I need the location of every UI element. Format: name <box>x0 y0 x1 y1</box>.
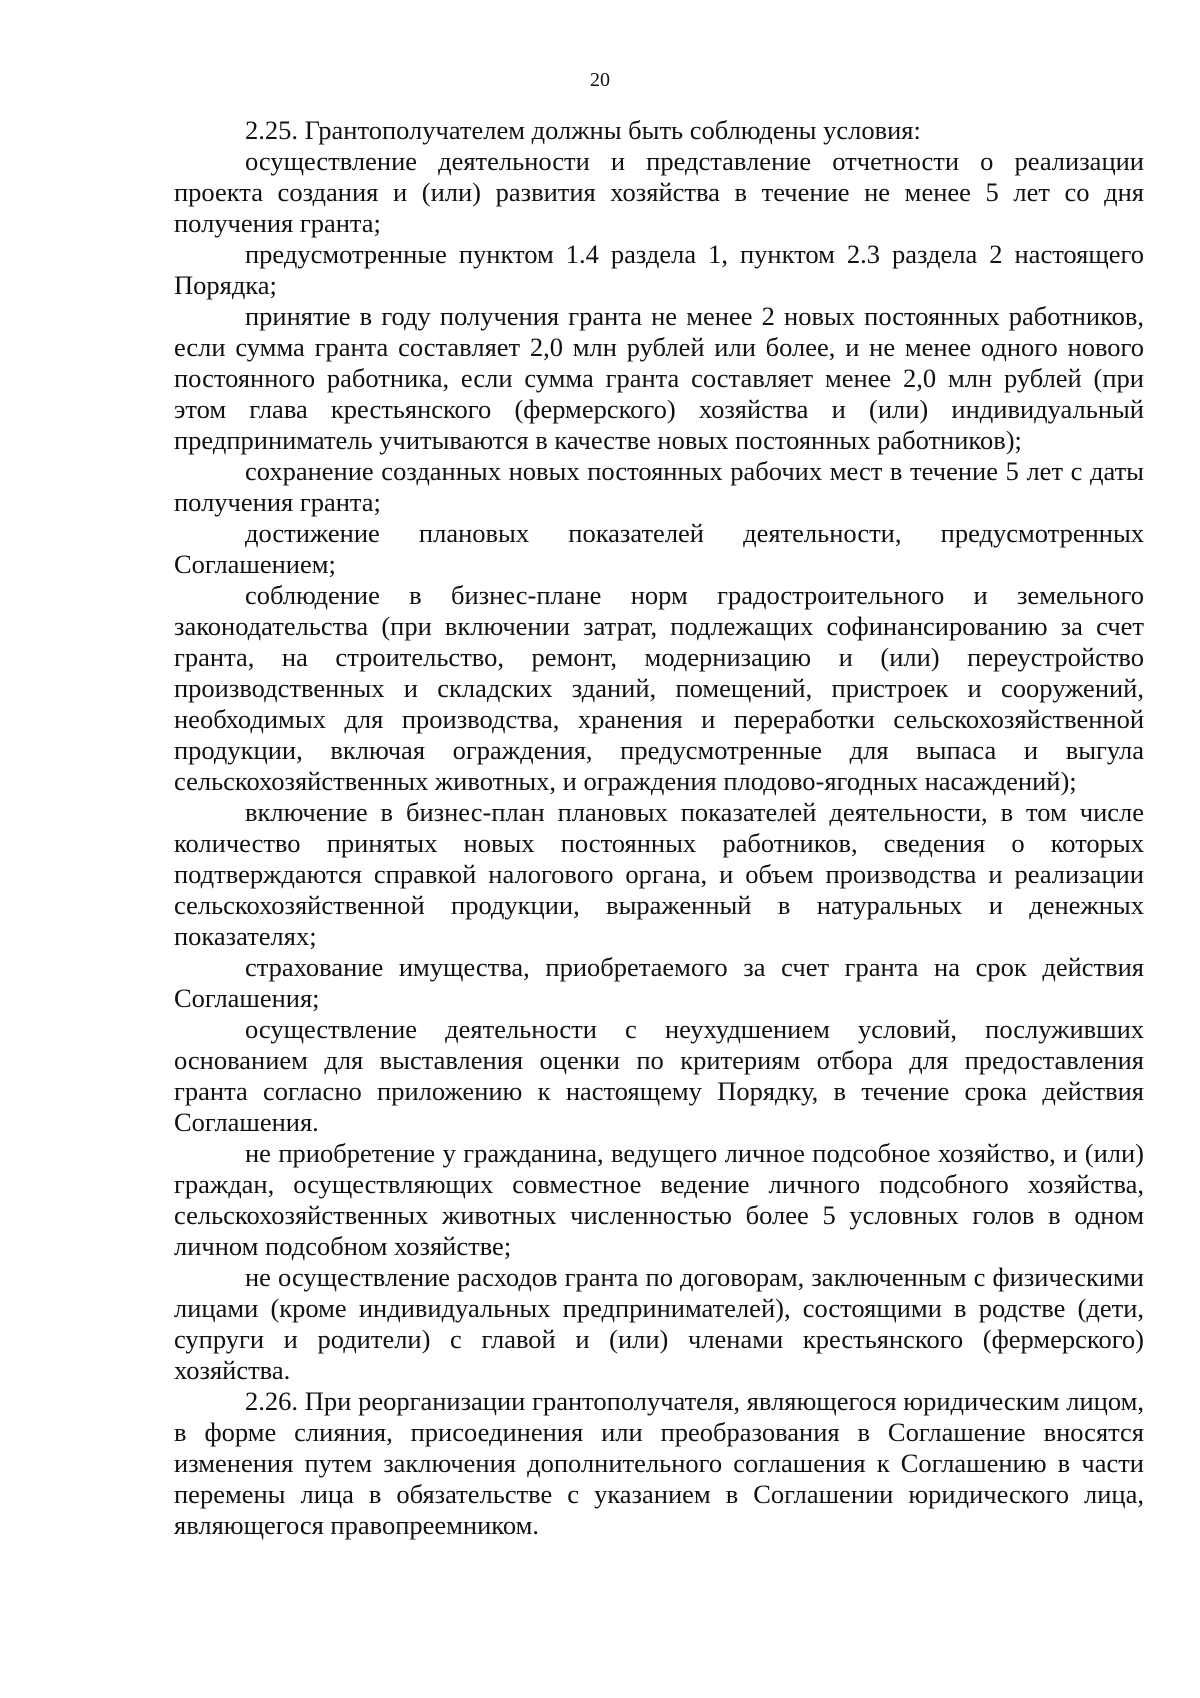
condition-new-employees: принятие в году получения гранта не менее 2 новых постоянных работников, если сумма гранта составляет 2,0 млн рублей или более, и не менее одного нового постоянного работника, если сумма гранта составляет менее 2,0 млн рублей (при этом глава крестьянского (фермерского) хозяйства и (или) индивидуальный предприниматель учитываются в качестве новых постоянных работников); <box>174 301 1144 455</box>
condition-related-contracts: не осуществление расходов гранта по договорам, заключенным с физическими лицами (кроме индивидуальных предпринимателей), состоящими в родстве (дети, супруги и родители) с главой и (или) членами крестьянского (фермерского) хозяйства. <box>174 1262 1144 1385</box>
document-body <box>174 115 1144 1541</box>
condition-business-plan: включение в бизнес-план плановых показателей деятельности, в том числе количество принятых новых постоянных работников, сведения о которых подтверждаются справкой налогового органа, и объем производства и реализации сельскохозяйственной продукции, выраженный в натуральных и денежных показателях; <box>174 797 1144 951</box>
condition-urban-planning: соблюдение в бизнес-плане норм градостроительного и земельного законодательства (при включении затрат, подлежащих софинансированию за счет гранта, на строительство, ремонт, модернизацию и (или) переустройство производственных и складских зданий, помещений, пристроек и сооружений, необходимых для производства, хранения и переработки сельскохозяйственной продукции, включая ограждения, предусмотренные для выпаса и выгула сельскохозяйственных животных, и ограждения плодово-ягодных насаждений); <box>174 580 1144 796</box>
condition-provisions: предусмотренные пунктом 1.4 раздела 1, пунктом 2.3 раздела 2 настоящего Порядка; <box>174 239 1144 300</box>
condition-job-retention: сохранение созданных новых постоянных рабочих мест в течение 5 лет с даты получения гранта; <box>174 456 1144 517</box>
condition-no-deterioration: осуществление деятельности с неухудшением условий, послуживших основанием для выставления оценки по критериям отбора для предоставления гранта согласно приложению к настоящему Порядку, в течение срока действия Соглашения. <box>174 1014 1144 1137</box>
condition-insurance: страхование имущества, приобретаемого за счет гранта на срок действия Соглашения; <box>174 952 1144 1013</box>
page-number: 20 <box>590 69 610 91</box>
section-2-26-reorganization: 2.26. При реорганизации грантополучателя, являющегося юридическим лицом, в форме слияния, присоединения или преобразования в Соглашение вносятся изменения путем заключения дополнительного соглашения к Соглашению в части перемены лица в обязательстве с указанием в Соглашении юридического лица, являющегося правопреемником. <box>174 1386 1144 1540</box>
condition-reporting: осуществление деятельности и представление отчетности о реализации проекта создания и (или) развития хозяйства в течение не менее 5 лет со дня получения гранта; <box>174 146 1144 238</box>
condition-livestock-purchase: не приобретение у гражданина, ведущего личное подсобное хозяйство, и (или) граждан, осуществляющих совместное ведение личного подсобного хозяйства, сельскохозяйственных животных численностью более 5 условных голов в одном личном подсобном хозяйстве; <box>174 1138 1144 1261</box>
section-2-25-heading: 2.25. Грантополучателем должны быть соблюдены условия: <box>245 115 921 145</box>
condition-planned-indicators: достижение плановых показателей деятельности, предусмотренных Соглашением; <box>174 518 1144 579</box>
